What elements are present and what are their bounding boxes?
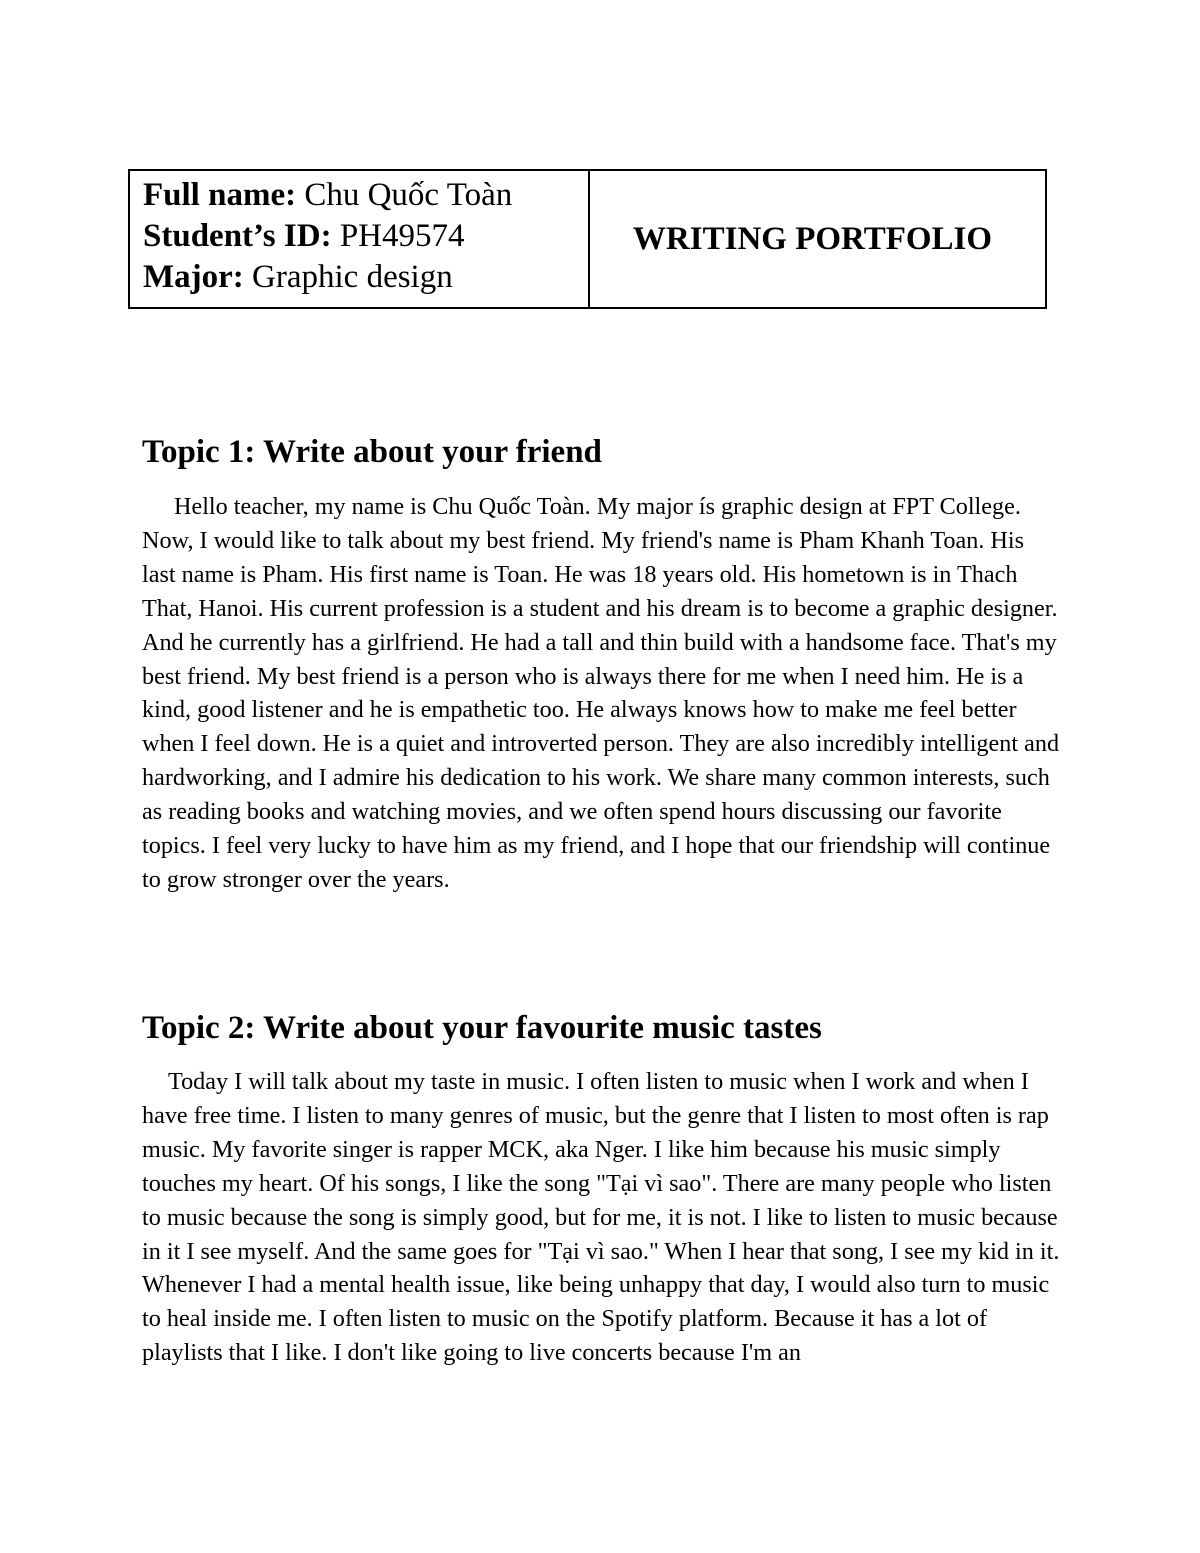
topic2-heading: Topic 2: Write about your favourite music tastes xyxy=(142,1010,822,1046)
full-name-label: Full name: xyxy=(143,177,297,213)
major-value: Graphic design xyxy=(243,259,453,295)
portfolio-title: WRITING PORTFOLIO xyxy=(632,220,993,257)
topic2-body: Today I will talk about my taste in music. I often listen to music when I work and when I have free time. I listen to many genres of music, but the genre that I listen to most often is rap music. My favorite singer is rapper MCK, aka Nger. I like him because his music simply touches my heart. Of his songs, I like the song "Tại vì sao". There are many people who listen to music because the song is simply good, but for me, it is not. I like to listen to music because in it I see myself. And the same goes for "Tại vì sao." When I hear that song, I see my kid in it. Whenever I had a mental health issue, like being unhappy that day, I would also turn to music to heal inside me. I often listen to music on the Spotify platform. Because it has a lot of playlists that I like. I don't like going to live concerts because I'm an xyxy=(142,1068,1060,1367)
major-line xyxy=(143,257,588,298)
major-label: Major: xyxy=(143,259,244,295)
full-name-line xyxy=(143,175,588,216)
student-id-value: PH49574 xyxy=(331,218,465,254)
topic1-body: Hello teacher, my name is Chu Quốc Toàn. My major ís graphic design at FPT College. Now, I would like to talk about my best friend. My friend's name is Pham Khanh Toan. His last name is Pham. His first name is Toan. He was 18 years old. His hometown is in Thach That, Hanoi. His current profession is a student and his dream is to become a graphic designer. And he currently has a girlfriend. He had a tall and thin build with a handsome face. That's my best friend. My best friend is a person who is always there for me when I need him. He is a kind, good listener and he is empathetic too. He always knows how to make me feel better when I feel down. He is a quiet and introverted person. They are also incredibly intelligent and hardworking, and I admire his dedication to his work. We share many common interests, such as reading books and watching movies, and we often spend hours discussing our favorite topics. I feel very lucky to have him as my friend, and I hope that our friendship will continue to grow stronger over the years. xyxy=(142,493,1060,893)
student-id-line xyxy=(143,216,588,257)
student-id-label: Student’s ID: xyxy=(143,218,332,254)
full-name-value: Chu Quốc Toàn xyxy=(296,177,513,213)
student-info-cell xyxy=(130,171,590,307)
header-table xyxy=(128,169,1047,309)
topic1-heading: Topic 1: Write about your friend xyxy=(142,434,602,470)
